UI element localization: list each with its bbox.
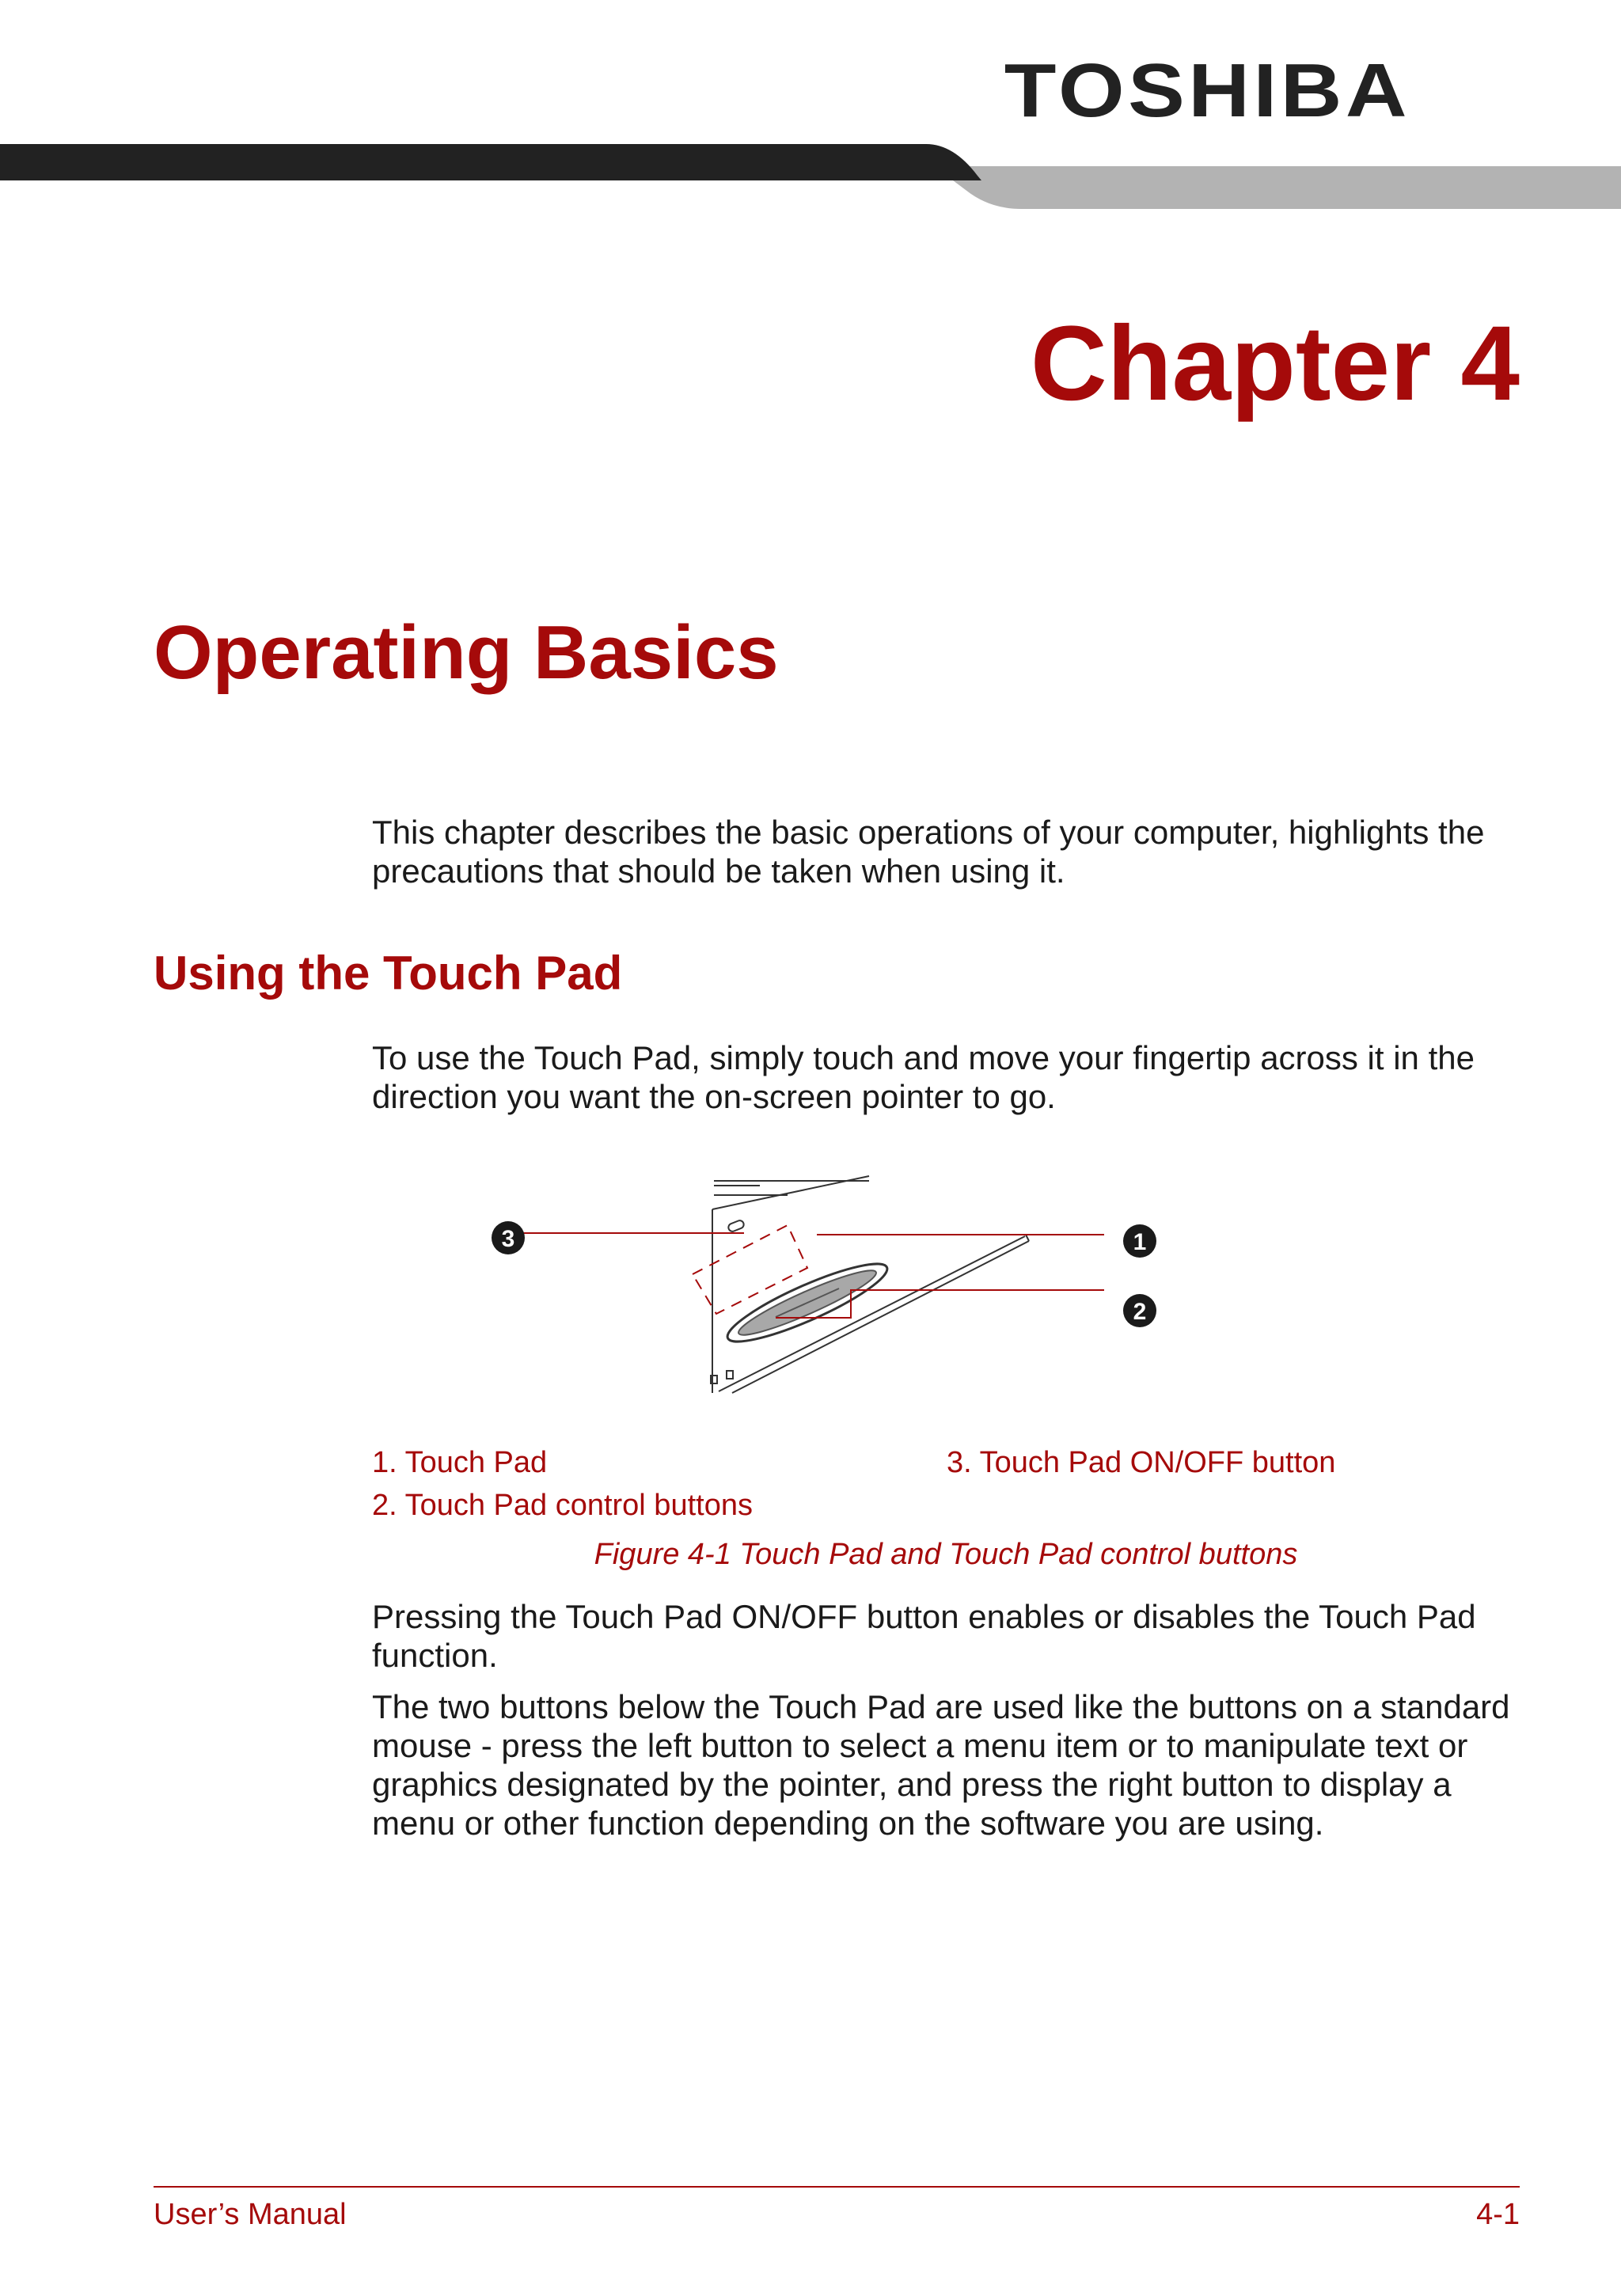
footer-manual-label: User’s Manual <box>154 2198 347 2231</box>
legend-touch-pad: 1. Touch Pad <box>372 1446 548 1479</box>
paragraph-control-buttons: The two buttons below the Touch Pad are used like the buttons on a standard mouse - press the left button to select a menu item or to manipulate text or graphics designated by the pointer, and press the right button to display a menu or other function depending on the software you are using. <box>372 1688 1510 1842</box>
svg-text:1: 1 <box>1133 1229 1147 1255</box>
callout-2-icon <box>1123 1294 1156 1327</box>
header-band-dark <box>0 144 981 180</box>
section-title: Operating Basics <box>154 610 779 695</box>
touch-pad-onoff-button <box>727 1220 745 1233</box>
legend-touch-pad-control-buttons: 2. Touch Pad control buttons <box>372 1489 753 1522</box>
footer-divider <box>154 2186 1520 2188</box>
subsection-title-touch-pad: Using the Touch Pad <box>154 947 623 1000</box>
toshiba-logo: TOSHIBA <box>1004 48 1410 133</box>
callout-1-icon <box>1123 1224 1156 1258</box>
touch-pad-figure <box>475 1163 1187 1401</box>
chapter-title: Chapter 4 <box>1030 305 1520 423</box>
svg-text:3: 3 <box>501 1226 515 1252</box>
header-band <box>0 135 1621 214</box>
footer-page-number: 4-1 <box>1476 2198 1520 2231</box>
svg-text:2: 2 <box>1133 1299 1147 1325</box>
callout-3-icon <box>492 1221 525 1254</box>
legend-touch-pad-onoff-button: 3. Touch Pad ON/OFF button <box>947 1446 1336 1479</box>
chapter-intro: This chapter describes the basic operations of your computer, highlights the precautions that should be taken when using it. <box>372 814 1485 890</box>
header-band-light <box>934 166 1621 209</box>
paragraph-onoff-button: Pressing the Touch Pad ON/OFF button enables or disables the Touch Pad function. <box>372 1598 1476 1674</box>
touch-pad-intro: To use the Touch Pad, simply touch and move your fingertip across it in the direction you want the on-screen pointer to go. <box>372 1039 1475 1115</box>
figure-caption: Figure 4-1 Touch Pad and Touch Pad control buttons <box>594 1538 1298 1571</box>
